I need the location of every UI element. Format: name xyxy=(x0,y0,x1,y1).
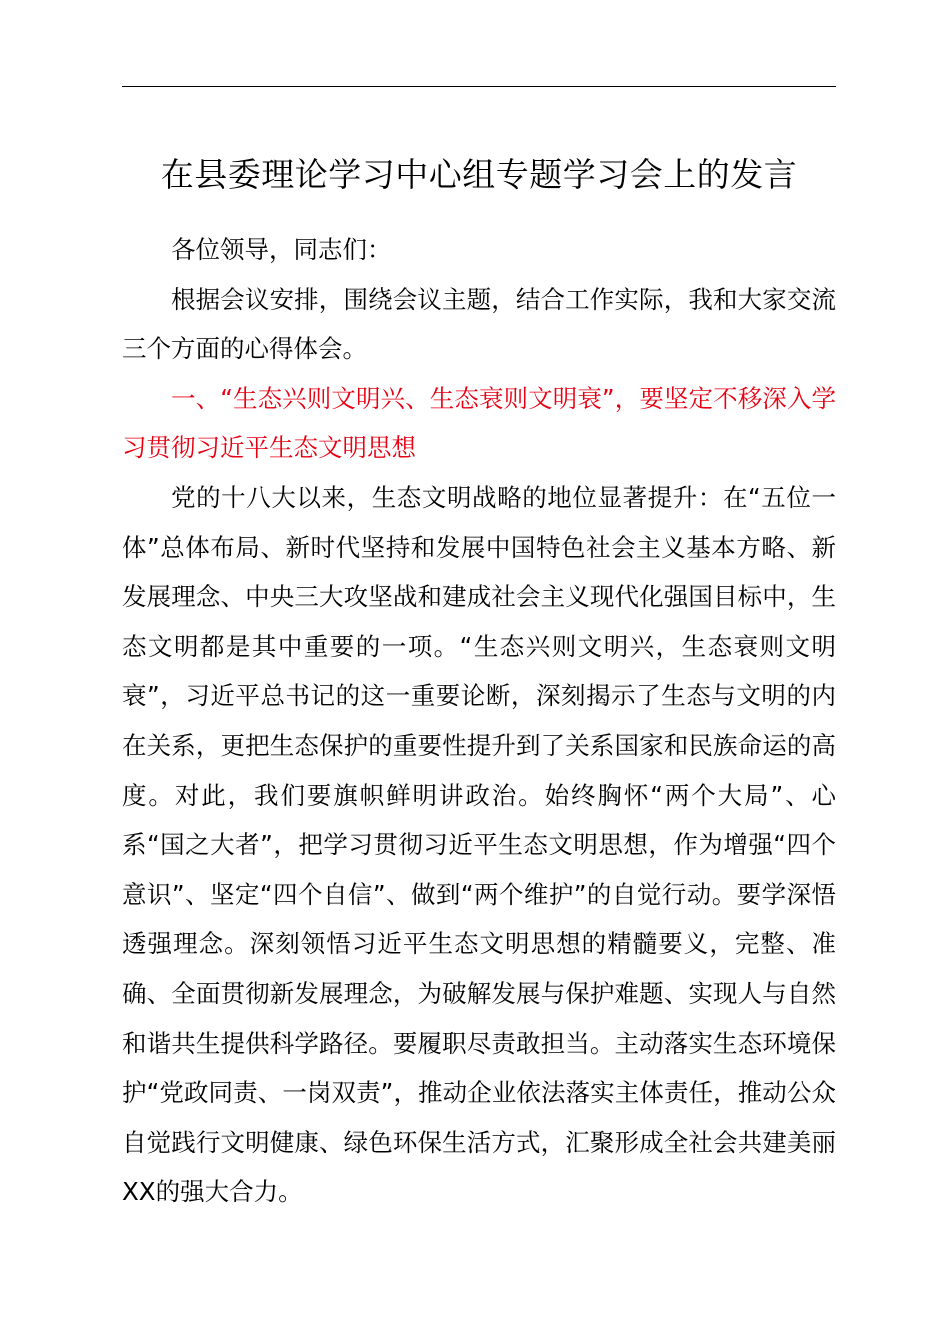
intro-paragraph: 根据会议安排，围绕会议主题，结合工作实际，我和大家交流三个方面的心得体会。 xyxy=(122,284,836,364)
document-title: 在县委理论学习中心组专题学习会上的发言 xyxy=(160,155,798,194)
salutation: 各位领导，同志们： xyxy=(171,235,392,264)
header-rule xyxy=(122,86,836,87)
section-1-paragraph: 党的十八大以来，生态文明战略的地位显著提升：在“五位一体”总体布局、新时代坚持和发展中国特色社会主义基本方略、新发展理念、中央三大攻坚战和建成社会主义现代化强国目标中，生态文明都是其中重要的一项。“生态兴则文明兴，生态衰则文明衰”，习近平总书记的这一重要论断，深刻揭示了生态与文明的内在关系，更把生态保护的重要性提升到了关系国家和民族命运的高度。对此，我们要旗帜鲜明讲政治。始终胸怀“两个大局”、心系“国之大者”，把学习贯彻习近平生态文明思想，作为增强“四个意识”、坚定“四个自信”、做到“两个维护”的自觉行动。要学深悟透强理念。深刻领悟习近平生态文明思想的精髓要义，完整、准确、全面贯彻新发展理念，为破解发展与保护难题、实现人与自然和谐共生提供科学路径。要履职尽责敢担当。主动落实生态环境保护“党政同责、一岗双责”，推动企业依法落实主体责任，推动公众自觉践行文明健康、绿色环保生活方式，汇聚形成全社会共建美丽XX的强大合力。 xyxy=(122,482,836,1207)
document-body xyxy=(122,225,836,1217)
section-1-heading: 一、“生态兴则文明兴、生态衰则文明衰”，要坚定不移深入学习贯彻习近平生态文明思想 xyxy=(122,383,836,463)
